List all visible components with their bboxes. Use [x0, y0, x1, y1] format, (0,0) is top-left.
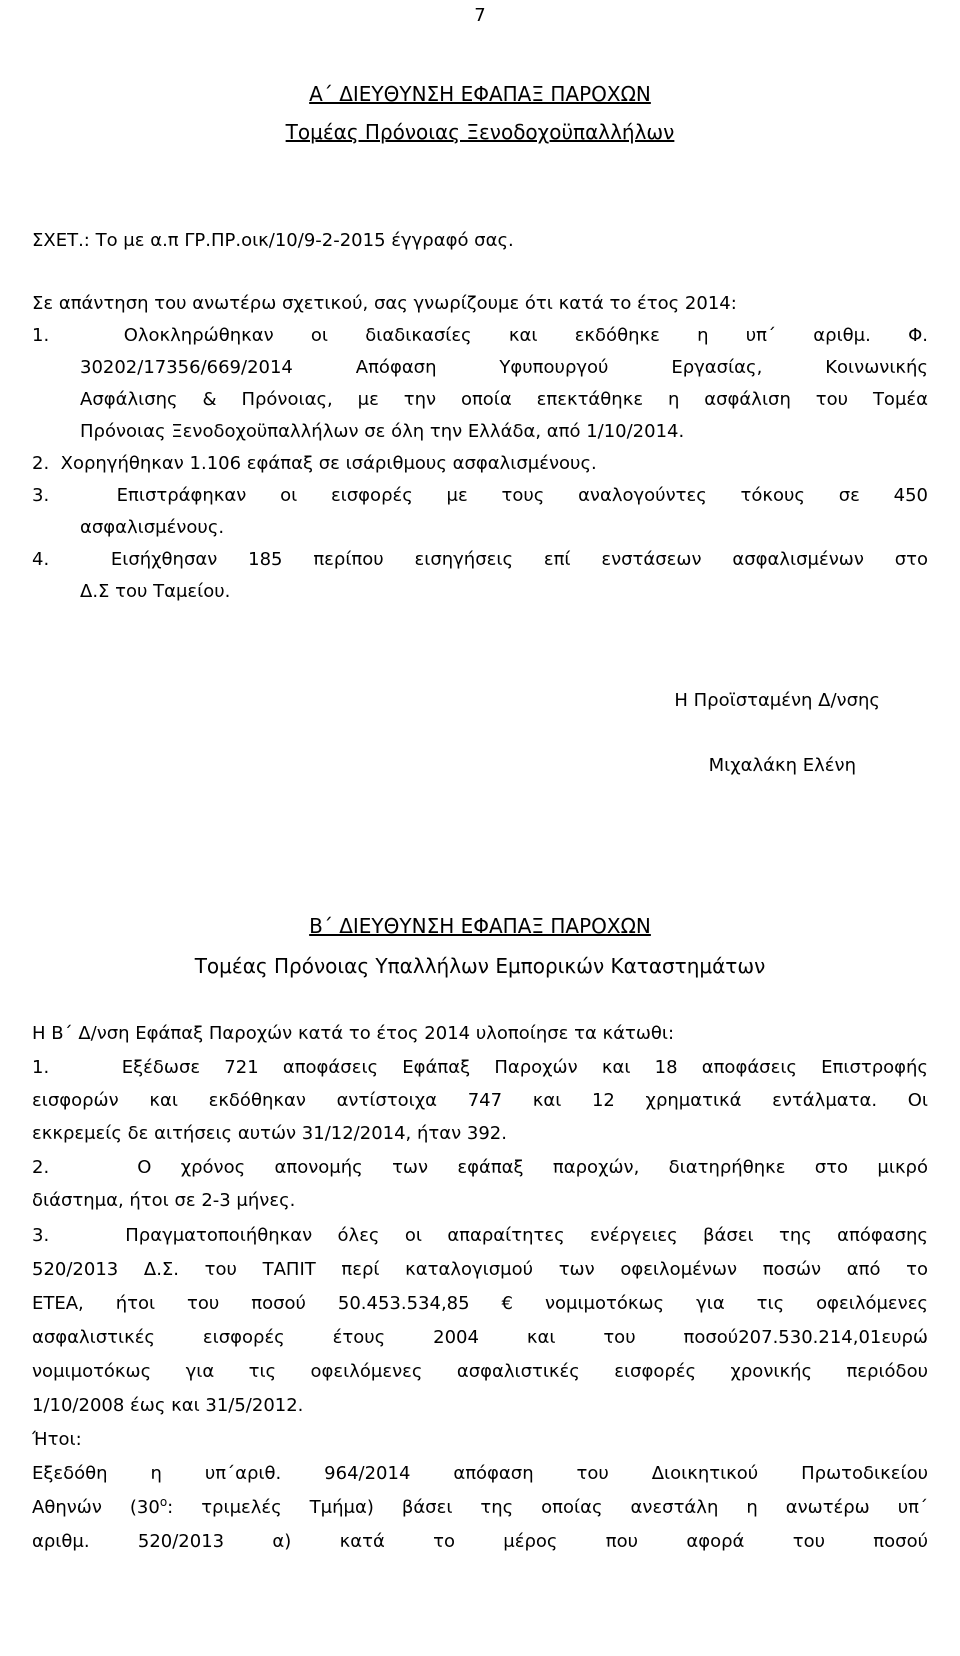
list-item: 3. Επιστράφηκαν οι εισφορές με τους αναλογούντες τόκους σε 450	[32, 485, 928, 506]
list-item: 1. Εξέδωσε 721 αποφάσεις Εφάπαξ Παροχών και 18 αποφάσεις Επιστροφής	[32, 1057, 928, 1078]
list-item: Δ.Σ του Ταμείου.	[80, 581, 231, 602]
list-item: εκκρεμείς δε αιτήσεις αυτών 31/12/2014, ήταν 392.	[32, 1123, 507, 1144]
reference-line: ΣΧΕΤ.: Το με α.π ΓΡ.ΠΡ.οικ/10/9-2-2015 έγγραφό σας.	[32, 230, 514, 251]
list-item: ασφαλισμένους.	[80, 517, 225, 538]
list-item: εισφορών και εκδόθηκαν αντίστοιχα 747 και 12 χρηματικά εντάλματα. Οι	[32, 1090, 928, 1111]
list-item: 1. Ολοκληρώθηκαν οι διαδικασίες και εκδόθηκε η υπ΄ αριθμ. Φ.	[32, 325, 928, 346]
list-item: νομιμοτόκως για τις οφειλόμενες ασφαλιστικές εισφορές χρονικής περιόδου	[32, 1361, 928, 1382]
list-item: διάστημα, ήτοι σε 2-3 μήνες.	[32, 1190, 296, 1211]
list-item: 3. Πραγματοποιήθηκαν όλες οι απαραίτητες ενέργειες βάσει της απόφασης	[32, 1225, 928, 1246]
section-a-subheading: Τομέας Πρόνοιας Ξενοδοχοϋπαλλήλων	[285, 120, 675, 144]
list-item: 2. Ο χρόνος απονομής των εφάπαξ παροχών, διατηρήθηκε στο μικρό	[32, 1157, 928, 1178]
list-item: ασφαλιστικές εισφορές έτους 2004 και του ποσού207.530.214,01ευρώ	[32, 1327, 928, 1348]
closing-line: αριθμ. 520/2013 α) κατά το μέρος που αφορά του ποσού	[32, 1531, 928, 1552]
itoi-label: Ήτοι:	[32, 1429, 82, 1450]
list-item: 4. Εισήχθησαν 185 περίπου εισηγήσεις επί ενστάσεων ασφαλισμένων στο	[32, 549, 928, 570]
list-item: ΕΤΕΑ, ήτοι του ποσού 50.453.534,85 € νομιμοτόκως για τις οφειλόμενες	[32, 1293, 928, 1314]
closing-line	[32, 1492, 928, 1524]
section-a-heading: Α΄ ΔΙΕΥΘΥΝΣΗ ΕΦΑΠΑΞ ΠΑΡΟΧΩΝ	[309, 82, 651, 106]
list-item: 1/10/2008 έως και 31/5/2012.	[32, 1395, 304, 1416]
list-item: Πρόνοιας Ξενοδοχοϋπαλλήλων σε όλη την Ελλάδα, από 1/10/2014.	[80, 421, 685, 442]
list-item: 520/2013 Δ.Σ. του ΤΑΠΙΤ περί καταλογισμού των οφειλομένων ποσών από το	[32, 1259, 928, 1280]
closing-line-text: : τριμελές Τμήμα) βάσει της οποίας ανεστάλη η ανωτέρω υπ΄	[167, 1497, 928, 1518]
list-item: Ασφάλισης & Πρόνοιας, με την οποία επεκτάθηκε η ασφάλιση του Τομέα	[80, 389, 928, 410]
page-number: 7	[474, 5, 486, 26]
section-b-heading: Β΄ ΔΙΕΥΘΥΝΣΗ ΕΦΑΠΑΞ ΠΑΡΟΧΩΝ	[309, 914, 651, 938]
signature-name: Μιχαλάκη Ελένη	[708, 755, 856, 776]
section-b-subheading: Τομέας Πρόνοιας Υπαλλήλων Εμπορικών Καταστημάτων	[194, 954, 766, 978]
ordinal-superscript: ο	[159, 1495, 168, 1509]
closing-line: Εξεδόθη η υπ΄αριθ. 964/2014 απόφαση του Διοικητικού Πρωτοδικείου	[32, 1463, 928, 1484]
section-b-intro: Η Β΄ Δ/νση Εφάπαξ Παροχών κατά το έτος 2014 υλοποίησε τα κάτωθι:	[32, 1023, 675, 1044]
signature-title: Η Προϊσταμένη Δ/νσης	[674, 690, 880, 711]
list-item: 2. Χορηγήθηκαν 1.106 εφάπαξ σε ισάριθμους ασφαλισμένους.	[32, 453, 597, 474]
closing-line-text: Αθηνών (30	[32, 1497, 160, 1518]
section-a-intro: Σε απάντηση του ανωτέρω σχετικού, σας γνωρίζουμε ότι κατά το έτος 2014:	[32, 293, 737, 314]
list-item: 30202/17356/669/2014 Απόφαση Υφυπουργού Εργασίας, Κοινωνικής	[80, 357, 928, 378]
